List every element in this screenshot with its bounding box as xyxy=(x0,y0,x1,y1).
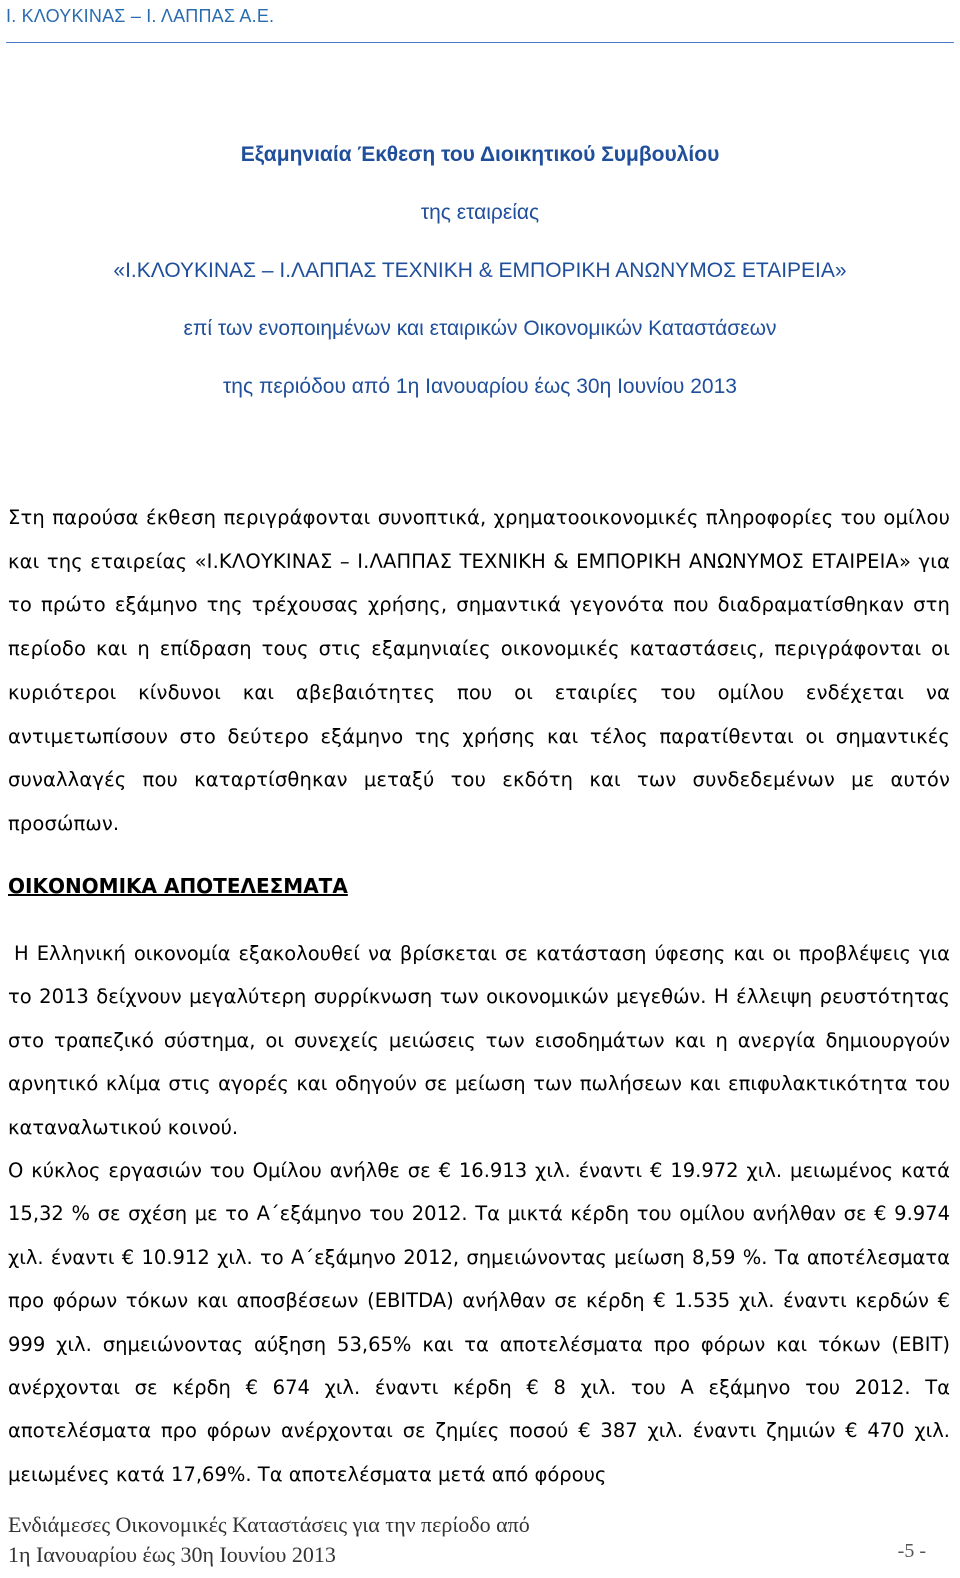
financial-results-section xyxy=(8,932,950,1496)
header-divider xyxy=(6,42,954,43)
economy-paragraph: Η Ελληνική οικονομία εξακολουθεί να βρίσκεται σε κατάσταση ύφεσης και οι προβλέψεις για το 2013 δείχνουν μεγαλύτερη συρρίκνωση των οικονομικών μεγεθών. Η έλλειψη ρευστότητας στο τραπεζικό σύστημα, οι συνεχείς μειώσεις των εισοδημάτων και η ανεργία δημιουργούν αρνητικό κλίμα στις αγορές και οδηγούν σε μείωση των πωλήσεων και επιφυλακτικότητα του καταναλωτικού κοινού. xyxy=(8,942,950,1139)
report-scope: επί των ενοποιημένων και εταιρικών Οικονομικών Καταστάσεων xyxy=(183,317,777,340)
report-title-block xyxy=(0,126,960,416)
report-company-name: «Ι.ΚΛΟΥΚΙΝΑΣ – Ι.ΛΑΠΠΑΣ ΤΕΧΝΙΚΗ & ΕΜΠΟΡΙΚΗ ΑΝΩΝΥΜΟΣ ΕΤΑΙΡΕΙΑ» xyxy=(113,259,847,282)
page-number: -5 - xyxy=(897,1540,926,1562)
section-heading-financial-results: ΟΙΚΟΝΟΜΙΚΑ ΑΠΟΤΕΛΕΣΜΑΤΑ xyxy=(8,874,348,898)
results-paragraph: Ο κύκλος εργασιών του Ομίλου ανήλθε σε € 16.913 χιλ. έναντι € 19.972 χιλ. μειωμένος κατά 15,32 % σε σχέση με το Α΄εξάμηνο του 2012. Τα μικτά κέρδη του ομίλου ανήλθαν σε € 9.974 χιλ. έναντι € 10.912 χιλ. το Α΄εξάμηνο 2012, σημειώνοντας μείωση 8,59 %. Τα αποτέλεσματα προ φόρων τόκων και αποσβέσεων (EBITDA) ανήλθαν σε κέρδη € 1.535 χιλ. έναντι κερδών € 999 χιλ. σημειώνοντας αύξηση 53,65% και τα αποτελέσματα προ φόρων και τόκων (EBIT) ανέρχονται σε κέρδη € 674 χιλ. έναντι κέρδη € 8 χιλ. του Α εξάμηνο του 2012. Τα αποτελέσματα προ φόρων ανέρχονται σε ζημίες ποσού € 387 χιλ. έναντι ζημιών € 470 χιλ. μειωμένες κατά 17,69%. Τα αποτελέσματα μετά από φόρους xyxy=(8,1159,950,1486)
report-title: Εξαμηνιαία Έκθεση του Διοικητικού Συμβουλίου xyxy=(240,143,720,166)
footer-line-2: 1η Ιανουαρίου έως 30η Ιουνίου 2013 xyxy=(8,1542,336,1567)
intro-section xyxy=(8,496,950,846)
company-header: Ι. ΚΛΟΥΚΙΝΑΣ – Ι. ΛΑΠΠΑΣ Α.Ε. xyxy=(6,6,275,26)
footer-line-1: Ενδιάμεσες Οικονομικές Καταστάσεις για την περίοδο από xyxy=(8,1512,530,1537)
page-footer xyxy=(8,1510,926,1570)
report-subtitle-company-label: της εταιρείας xyxy=(420,201,540,224)
report-period: της περιόδου από 1η Ιανουαρίου έως 30η Ιουνίου 2013 xyxy=(223,375,737,398)
intro-paragraph: Στη παρούσα έκθεση περιγράφονται συνοπτικά, χρηματοοικονομικές πληροφορίες του ομίλου και της εταιρείας «Ι.ΚΛΟΥΚΙΝΑΣ – Ι.ΛΑΠΠΑΣ ΤΕΧΝΙΚΗ & ΕΜΠΟΡΙΚΗ ΑΝΩΝΥΜΟΣ ΕΤΑΙΡΕΙΑ» για το πρώτο εξάμηνο της τρέχουσας χρήσης, σημαντικά γεγονότα που διαδραματίσθηκαν στη περίοδο και η επίδραση τους στις εξαμηνιαίες οικονομικές καταστάσεις, περιγράφονται οι κυριότεροι κίνδυνοι και αβεβαιότητες που οι εταιρίες του ομίλου ενδέχεται να αντιμετωπίσουν στο δεύτερο εξάμηνο της χρήσης και τέλος παρατίθενται οι σημαντικές συναλλαγές που καταρτίσθηκαν μεταξύ του εκδότη και των συνδεδεμένων με αυτόν προσώπων. xyxy=(8,506,950,835)
